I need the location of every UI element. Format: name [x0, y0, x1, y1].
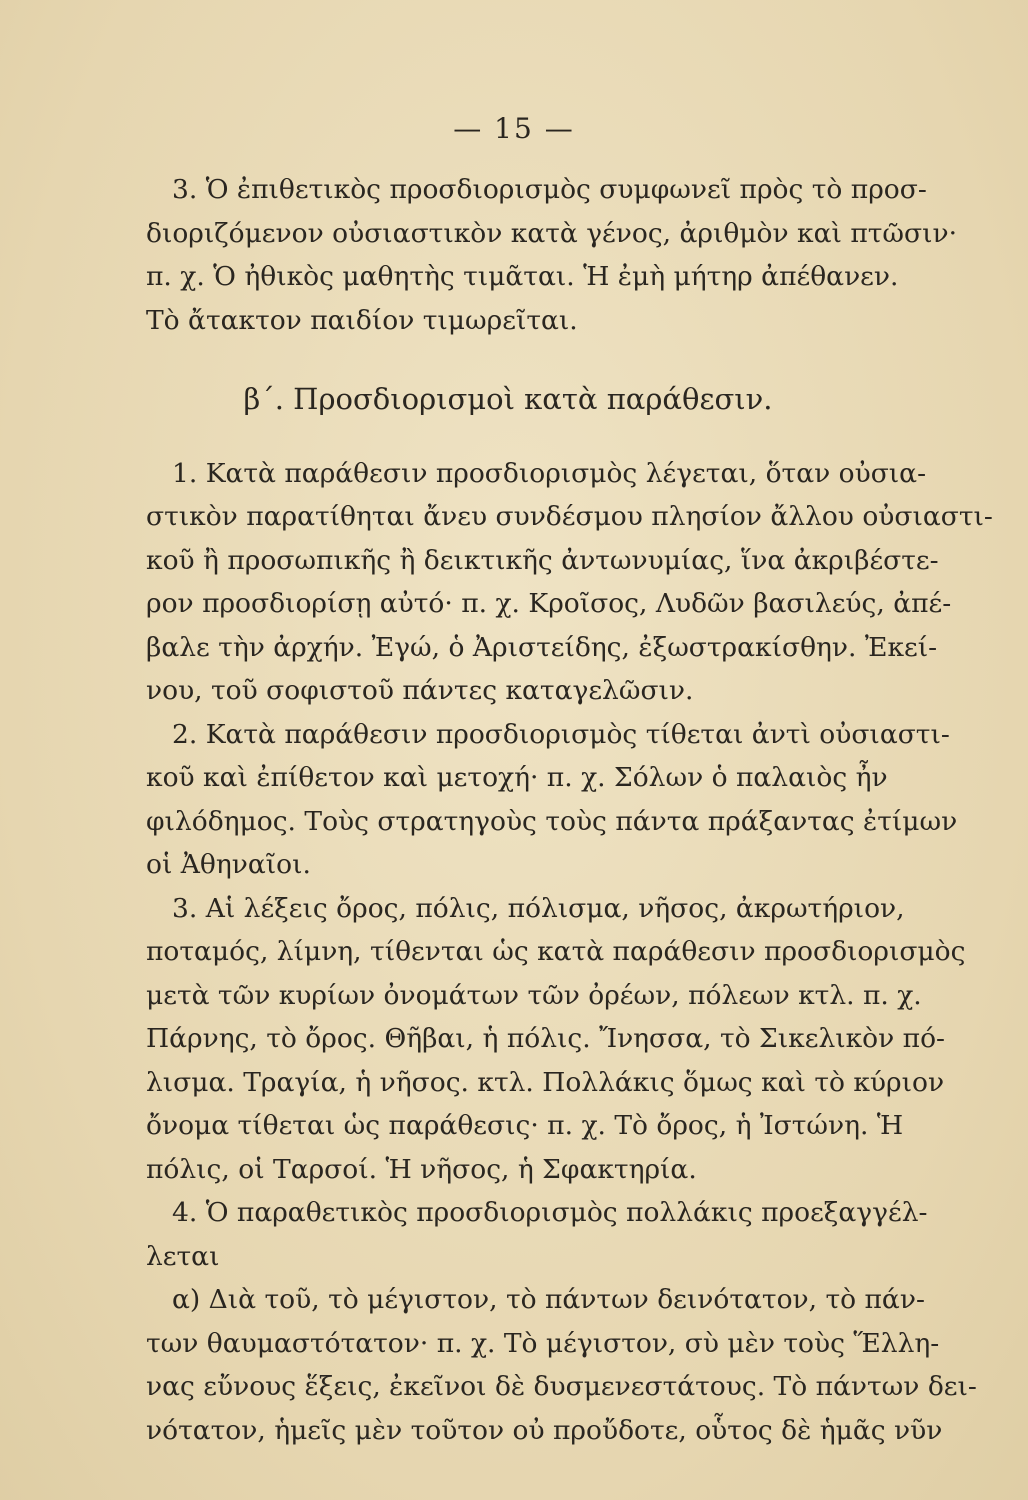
text-line: νου, τοῦ σοφιστοῦ πάντες καταγελῶσιν. [146, 675, 694, 706]
text-line: νας εὔνους ἕξεις, ἐκεῖνοι δὲ δυσμενεστάτους. Τὸ πάντων δει- [146, 1371, 977, 1402]
text-line: 1. Κατὰ παράθεσιν προσδιορισμὸς λέγεται, ὅταν οὐσια- [172, 457, 927, 489]
text-line: κοῦ ἢ προσωπικῆς ἢ δεικτικῆς ἀντωνυμίας, ἵνα ἀκριβέστε- [146, 544, 939, 576]
text-line: μετὰ τῶν κυρίων ὀνομάτων τῶν ὀρέων, πόλεων κτλ. π. χ. [146, 979, 922, 1011]
text-line: ρον προσδιορίσῃ αὐτό· π. χ. Κροῖσος, Λυδῶν βασιλεύς, ἀπέ- [146, 588, 952, 619]
text-line: των θαυμαστότατον· π. χ. Τὸ μέγιστον, σὺ μὲν τοὺς Ἕλλη- [146, 1327, 940, 1359]
text-line: Πάρνης, τὸ ὄρος. Θῆβαι, ἡ πόλις. Ἴνησσα, τὸ Σικελικὸν πό- [146, 1023, 945, 1054]
paragraph-4a-apposition [146, 1278, 977, 1452]
paragraph-3-agreement [146, 168, 958, 342]
paragraph-1-apposition [146, 452, 993, 713]
page-text [146, 168, 993, 1452]
text-line: βαλε τὴν ἀρχήν. Ἐγώ, ὁ Ἀριστείδης, ἐξωστρακίσθην. Ἐκεί- [146, 631, 938, 663]
text-line: 2. Κατὰ παράθεσιν προσδιορισμὸς τίθεται ἀντὶ οὐσιαστι- [172, 718, 950, 750]
text-line: κοῦ καὶ ἐπίθετον καὶ μετοχή· π. χ. Σόλων ὁ παλαιὸς ἦν [146, 762, 888, 793]
paragraph-3-apposition [146, 887, 966, 1192]
text-line: διοριζόμενον οὐσιαστικὸν κατὰ γένος, ἀριθμὸν καὶ πτῶσιν· [146, 217, 958, 249]
text-line: 3. Αἱ λέξεις ὄρος, πόλις, πόλισμα, νῆσος, ἀκρωτήριον, [172, 892, 905, 924]
text-line: 4. Ὁ παραθετικὸς προσδιορισμὸς πολλάκις προεξαγγέλ- [172, 1197, 928, 1228]
text-line: 3. Ὁ ἐπιθετικὸς προσδιορισμὸς συμφωνεῖ πρὸς τὸ προσ- [172, 174, 927, 205]
text-line: οἱ Ἀθηναῖοι. [146, 849, 311, 880]
paragraph-2-apposition [146, 713, 958, 887]
text-line: ποταμός, λίμνη, τίθενται ὡς κατὰ παράθεσιν προσδιορισμὸς [146, 936, 966, 967]
text-line: λεται [146, 1240, 220, 1272]
section-heading: β΄. Προσδιορισμοὶ κατὰ παράθεσιν. [243, 382, 773, 416]
page-number: — 15 — [453, 112, 575, 145]
text-line: νότατον, ἡμεῖς μὲν τοῦτον οὐ προὔδοτε, οὗτος δὲ ἡμᾶς νῦν [146, 1414, 943, 1446]
text-line: στικὸν παρατίθηται ἄνευ συνδέσμου πλησίον ἄλλου οὐσιαστι- [146, 501, 993, 532]
text-line: πόλις, οἱ Ταρσοί. Ἡ νῆσος, ἡ Σφακτηρία. [146, 1153, 697, 1185]
text-line: φιλόδημος. Τοὺς στρατηγοὺς τοὺς πάντα πράξαντας ἐτίμων [146, 805, 958, 837]
text-line: α) Διὰ τοῦ, τὸ μέγιστον, τὸ πάντων δεινότατον, τὸ πάν- [172, 1284, 925, 1315]
text-line: λισμα. Τραγία, ἡ νῆσος. κτλ. Πολλάκις ὅμως καὶ τὸ κύριον [146, 1066, 945, 1098]
text-line: ὄνομα τίθεται ὡς παράθεσις· π. χ. Τὸ ὄρος, ἡ Ἰστώνη. Ἡ [146, 1110, 904, 1141]
paragraph-4-apposition [146, 1191, 928, 1278]
text-line: Τὸ ἄτακτον παιδίον τιμωρεῖται. [146, 304, 578, 336]
text-line: π. χ. Ὁ ἠθικὸς μαθητὴς τιμᾶται. Ἡ ἐμὴ μήτηρ ἀπέθανεν. [146, 261, 899, 292]
